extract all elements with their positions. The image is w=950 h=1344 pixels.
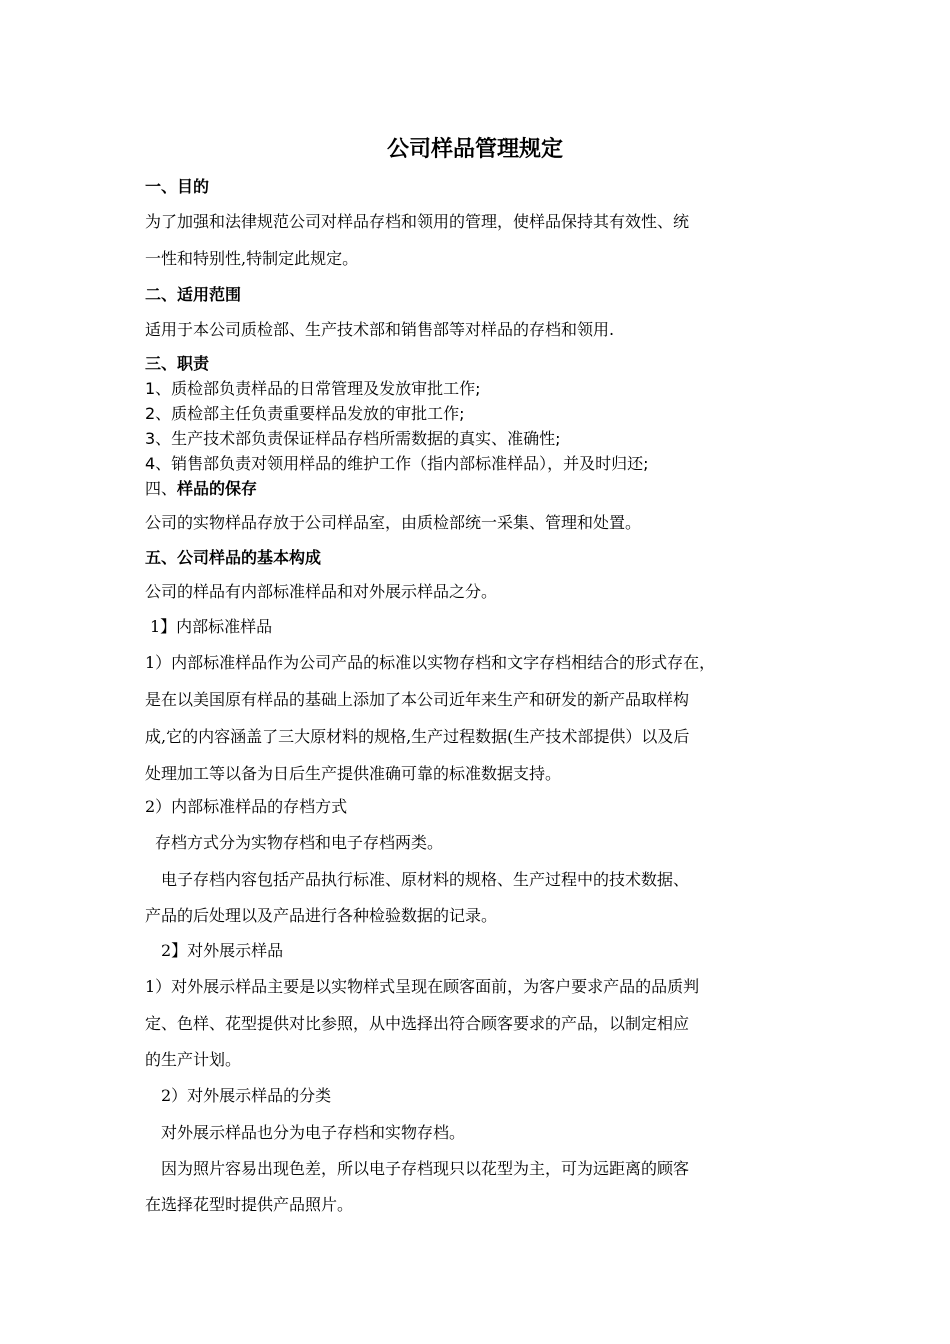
paragraph-line: 在选择花型时提供产品照片。	[145, 1195, 354, 1214]
paragraph-line: 1）对外展示样品主要是以实物样式呈现在顾客面前，为客户要求产品的品质判	[145, 977, 700, 996]
paragraph-line: 适用于本公司质检部、生产技术部和销售部等对样品的存档和领用.	[145, 320, 615, 339]
paragraph-line: 对外展示样品也分为电子存档和实物存档。	[161, 1123, 466, 1142]
section-number: 四、	[145, 479, 178, 498]
list-item: 4、销售部负责对领用样品的维护工作（指内部标准样品），并及时归还;	[145, 454, 649, 473]
section-heading-composition: 五、公司样品的基本构成	[145, 548, 322, 567]
section-heading-duties: 三、职责	[145, 354, 210, 373]
section-heading-text: 样品的保存	[177, 479, 258, 498]
paragraph-line: 公司的实物样品存放于公司样品室，由质检部统一采集、管理和处置。	[145, 513, 642, 532]
paragraph-heading: 2）内部标准样品的存档方式	[145, 797, 348, 816]
paragraph-line: 为了加强和法律规范公司对样品存档和领用的管理，使样品保持其有效性、统	[145, 212, 690, 231]
subsection-heading: 1】内部标准样品	[150, 617, 273, 636]
paragraph-line: 一性和特别性,特制定此规定。	[145, 249, 359, 268]
paragraph-line: 产品的后处理以及产品进行各种检验数据的记录。	[145, 906, 498, 925]
section-heading-scope: 二、适用范围	[145, 285, 242, 304]
paragraph-line: 成,它的内容涵盖了三大原材料的规格,生产过程数据(生产技术部提供）以及后	[145, 727, 690, 746]
paragraph-line: 处理加工等以备为日后生产提供准确可靠的标准数据支持。	[145, 764, 562, 783]
paragraph-line: 电子存档内容包括产品执行标准、原材料的规格、生产过程中的技术数据、	[161, 870, 690, 889]
paragraph-line: 是在以美国原有样品的基础上添加了本公司近年来生产和研发的新产品取样构	[145, 690, 690, 709]
paragraph-heading: 2）对外展示样品的分类	[161, 1086, 332, 1105]
list-item: 3、生产技术部负责保证样品存档所需数据的真实、准确性;	[145, 429, 561, 448]
list-item: 1、质检部负责样品的日常管理及发放审批工作;	[145, 379, 481, 398]
list-item: 2、质检部主任负责重要样品发放的审批工作;	[145, 404, 465, 423]
section-heading-storage	[145, 479, 257, 499]
paragraph-line: 公司的样品有内部标准样品和对外展示样品之分。	[145, 582, 498, 601]
section-heading-purpose: 一、目的	[145, 177, 210, 196]
subsection-heading: 2】对外展示样品	[161, 941, 284, 960]
paragraph-line: 因为照片容易出现色差，所以电子存档现只以花型为主，可为远距离的顾客	[161, 1159, 690, 1178]
paragraph-line: 存档方式分为实物存档和电子存档两类。	[155, 833, 444, 852]
paragraph-line: 的生产计划。	[145, 1050, 242, 1069]
document-title: 公司样品管理规定	[386, 137, 563, 162]
paragraph-line: 定、色样、花型提供对比参照，从中选择出符合顾客要求的产品，以制定相应	[145, 1014, 690, 1033]
paragraph-line: 1）内部标准样品作为公司产品的标准以实物存档和文字存档相结合的形式存在，	[145, 653, 716, 672]
